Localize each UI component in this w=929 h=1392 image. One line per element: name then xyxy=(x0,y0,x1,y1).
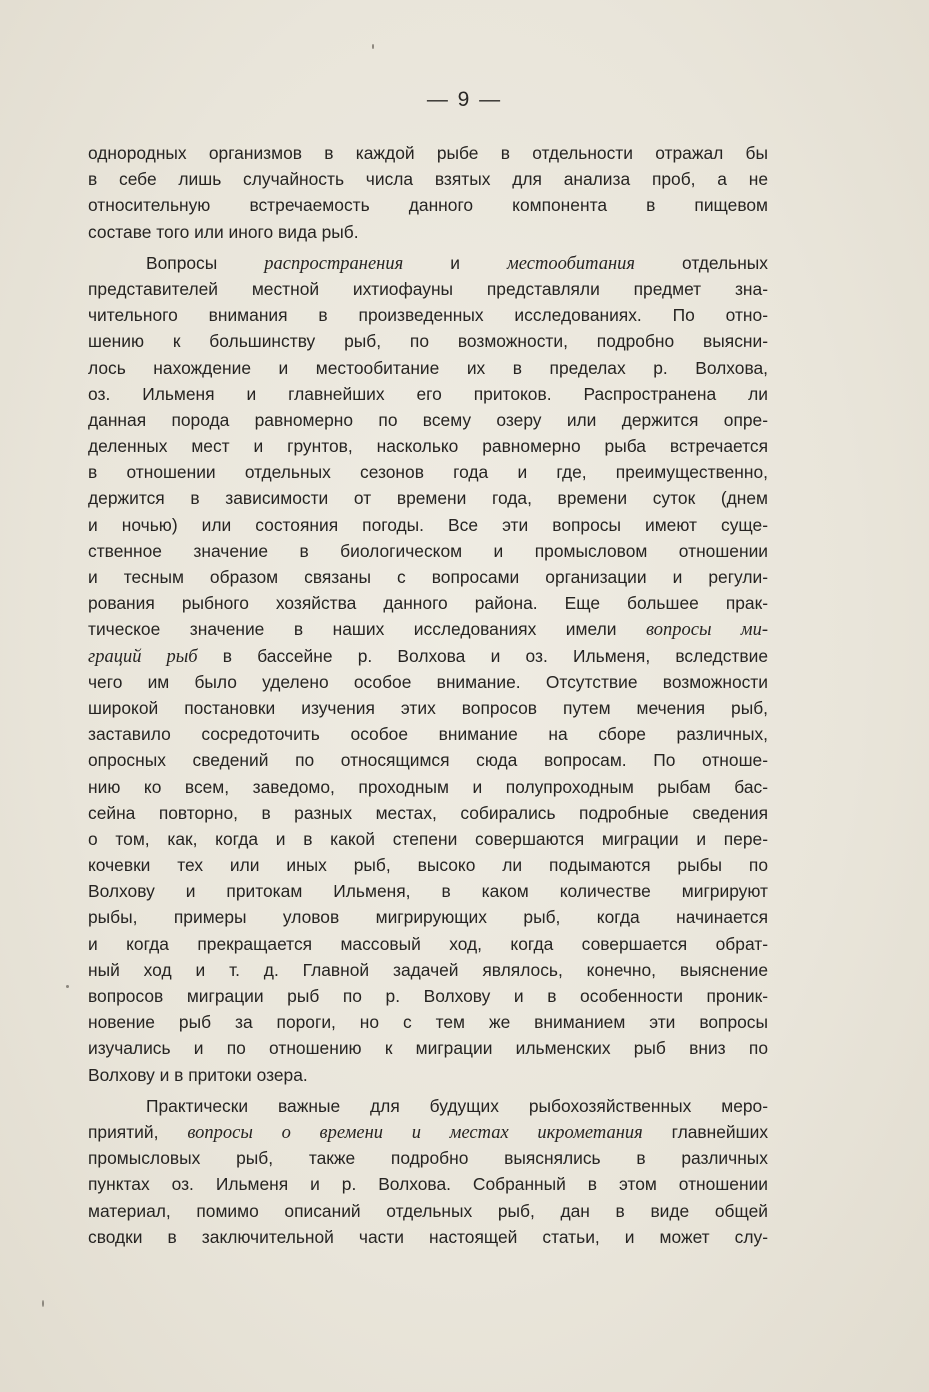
text-span: отдельных xyxy=(635,252,768,273)
text-line xyxy=(88,878,768,904)
text-span: нию ко всем, заведомо, проходным и полупроходным рыбам бас- xyxy=(88,776,768,797)
emphasized-text: вопросы о времени и местах икрометания xyxy=(187,1122,643,1143)
text-span: и ночью) или состояния погоды. Все эти вопросы имеют суще- xyxy=(88,514,768,535)
text-line xyxy=(88,826,768,852)
text-line xyxy=(88,140,768,166)
text-line xyxy=(88,1093,768,1119)
text-span: заставило сосредоточить особое внимание на сборе различных, xyxy=(88,724,768,745)
text-line xyxy=(88,983,768,1009)
text-line xyxy=(88,1062,768,1088)
text-span: держится в зависимости от времени года, времени суток (днем xyxy=(88,488,768,509)
text-span: в себе лишь случайность числа взятых для анализа проб, а не xyxy=(88,169,768,190)
text-line xyxy=(88,931,768,957)
text-line xyxy=(88,381,768,407)
text-line xyxy=(88,616,768,642)
text-span: Вопросы xyxy=(146,252,265,273)
text-span: Волхову и притокам Ильменя, в каком количестве мигрируют xyxy=(88,881,768,902)
text-span: в отношении отдельных сезонов года и где, преимущественно, xyxy=(88,462,768,483)
text-line xyxy=(88,433,768,459)
text-line xyxy=(88,590,768,616)
text-line xyxy=(88,302,768,328)
text-line xyxy=(88,1035,768,1061)
text-span: сейна повторно, в разных местах, собирались подробные сведения xyxy=(88,802,768,823)
text-line xyxy=(88,1171,768,1197)
text-line xyxy=(88,643,768,669)
text-span: чего им было уделено особое внимание. Отсутствие возможности xyxy=(88,671,768,692)
text-span: составе того или иного вида рыб. xyxy=(88,221,359,242)
text-span: тическое значение в наших исследованиях имели xyxy=(88,619,646,640)
text-line xyxy=(88,1145,768,1171)
text-line xyxy=(88,904,768,930)
emphasized-text: граций рыб xyxy=(88,646,198,667)
text-span: и когда прекращается массовый ход, когда совершается обрат- xyxy=(88,933,768,954)
emphasized-text: распространения xyxy=(264,253,404,274)
text-line xyxy=(88,721,768,747)
text-line xyxy=(88,669,768,695)
text-span: кочевки тех или иных рыб, высоко ли подымаются рыбы по xyxy=(88,855,768,876)
text-span: рыбы, примеры уловов мигрирующих рыб, когда начинается xyxy=(88,907,768,928)
text-span: вопросов миграции рыб по р. Волхову и в особенности проник- xyxy=(88,986,768,1006)
text-span: главнейших xyxy=(642,1121,768,1142)
text-line xyxy=(88,1009,768,1035)
paper-speck xyxy=(66,985,69,988)
text-span: промысловых рыб, также подробно выяснялись в различных xyxy=(88,1148,768,1169)
text-line xyxy=(88,800,768,826)
text-span: Волхову и в притоки озера. xyxy=(88,1064,308,1085)
text-line xyxy=(88,957,768,983)
text-line xyxy=(88,485,768,511)
text-span: ный ход и т. д. Главной задачей являлось, конечно, выяснение xyxy=(88,959,768,980)
text-span: шению к большинству рыб, по возможности, подробно выясни- xyxy=(88,331,768,352)
text-line xyxy=(88,407,768,433)
text-line xyxy=(88,328,768,354)
text-line xyxy=(88,512,768,538)
text-span: широкой постановки изучения этих вопросов путем мечения рыб, xyxy=(88,697,768,718)
paper-speck xyxy=(42,1300,44,1307)
text-line xyxy=(88,459,768,485)
text-span: относительную встречаемость данного компонента в пищевом xyxy=(88,195,768,216)
text-line xyxy=(88,166,768,192)
text-span: ственное значение в биологическом и промысловом отношении xyxy=(88,540,768,561)
text-span: данная порода равномерно по всему озеру или держится опре- xyxy=(88,409,768,430)
text-span: однородных организмов в каждой рыбе в отдельности отражал бы xyxy=(88,143,768,163)
text-span: представителей местной ихтиофауны представляли предмет зна- xyxy=(88,278,768,299)
text-span: опросных сведений по относящимся сюда вопросам. По отноше- xyxy=(88,750,768,771)
text-line xyxy=(88,564,768,590)
text-line xyxy=(88,1198,768,1224)
text-line xyxy=(88,355,768,381)
text-line xyxy=(88,219,768,245)
text-span: изучались и по отношению к миграции ильменских рыб вниз по xyxy=(88,1038,768,1059)
text-span: рования рыбного хозяйства данного района. Еще большее прак- xyxy=(88,593,768,614)
emphasized-text: местообитания xyxy=(507,253,636,274)
text-span: о том, как, когда и в какой степени совершаются миграции и пере- xyxy=(88,828,768,849)
text-span: приятий, xyxy=(88,1121,188,1142)
text-span: пунктах оз. Ильменя и р. Волхова. Собранный в этом отношении xyxy=(88,1174,768,1195)
text-line xyxy=(88,276,768,302)
text-line xyxy=(88,1224,768,1250)
text-line xyxy=(88,695,768,721)
text-span: оз. Ильменя и главнейших его притоков. Распространена ли xyxy=(88,383,768,404)
text-span: Практически важные для будущих рыбохозяйственных меро- xyxy=(146,1095,768,1116)
body-text xyxy=(88,140,768,1250)
text-line xyxy=(88,1119,768,1145)
text-span: деленных мест и грунтов, насколько равномерно рыба встречается xyxy=(88,436,768,457)
text-span: новение рыб за пороги, но с тем же вниманием эти вопросы xyxy=(88,1012,768,1033)
text-line xyxy=(88,538,768,564)
text-span: и тесным образом связаны с вопросами организации и регули- xyxy=(88,567,768,587)
text-line xyxy=(88,852,768,878)
text-span: в бассейне р. Волхова и оз. Ильменя, вследствие xyxy=(197,645,768,666)
text-span: чительного внимания в произведенных исследованиях. По отно- xyxy=(88,305,768,326)
text-line xyxy=(88,774,768,800)
text-line xyxy=(88,192,768,218)
text-span: сводки в заключительной части настоящей статьи, и может слу- xyxy=(88,1226,768,1247)
paper-speck xyxy=(372,44,374,49)
text-line xyxy=(88,250,768,276)
text-span: материал, помимо описаний отдельных рыб, дан в виде общей xyxy=(88,1200,768,1221)
text-span: и xyxy=(403,252,507,273)
text-line xyxy=(88,747,768,773)
emphasized-text: вопросы ми- xyxy=(645,620,768,641)
text-span: лось нахождение и местообитание их в пределах р. Волхова, xyxy=(88,357,768,378)
page-number: — 9 — xyxy=(426,88,503,111)
